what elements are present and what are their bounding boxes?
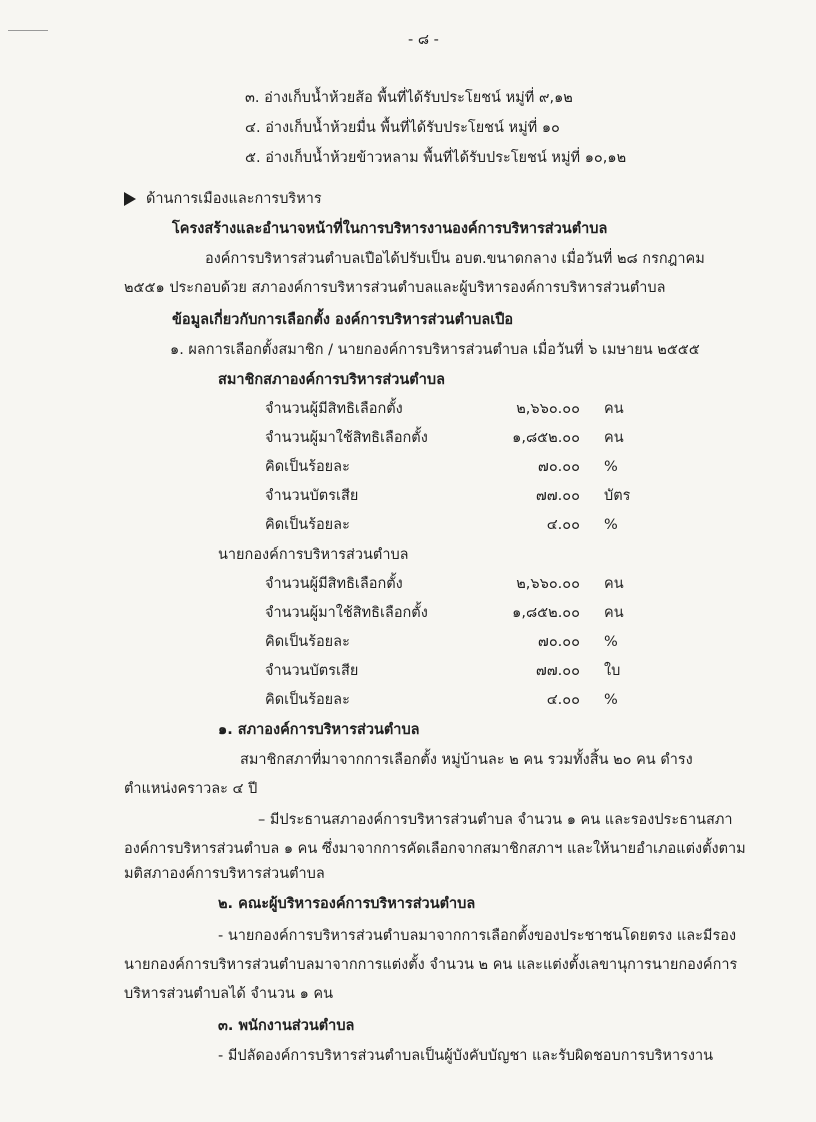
reservoir-item: ๔. อ่างเก็บน้ำห้วยมื่น พื้นที่ได้รับประโยชน์ หมู่ที่ ๑๐	[245, 120, 560, 136]
stat-label: จำนวนผู้มีสิทธิเลือกตั้ง	[265, 401, 403, 417]
stat-label: คิดเป็นร้อยละ	[265, 692, 350, 708]
staff-heading: ๓. พนักงานส่วนตำบล	[218, 1018, 355, 1034]
council-paragraph: ตำแหน่งคราวละ ๔ ปี	[124, 781, 258, 797]
exec-paragraph: นายกองค์การบริหารส่วนตำบลมาจากการแต่งตั้ง จำนวน ๒ คน และแต่งตั้งเลขานุการนายกองค์การ	[124, 957, 738, 973]
stat-unit: บัตร	[604, 488, 631, 504]
stat-unit: %	[604, 692, 618, 708]
stat-value: ๗๐.๐๐	[537, 459, 580, 475]
stat-label: คิดเป็นร้อยละ	[265, 634, 350, 650]
stat-value: ๗๗.๐๐	[535, 663, 580, 679]
stat-label: จำนวนผู้มีสิทธิเลือกตั้ง	[265, 576, 403, 592]
stat-value: ๔.๐๐	[546, 692, 580, 708]
page-number: - ๘ -	[408, 32, 439, 48]
stat-label: คิดเป็นร้อยละ	[265, 517, 350, 533]
section-heading: ด้านการเมืองและการบริหาร	[146, 191, 322, 207]
election-heading: ข้อมูลเกี่ยวกับการเลือกตั้ง องค์การบริหารส่วนตำบลเปือ	[172, 312, 514, 328]
stat-label: จำนวนบัตรเสีย	[265, 488, 359, 504]
stat-value: ๗๗.๐๐	[535, 488, 580, 504]
stat-value: ๑,๘๕๒.๐๐	[512, 430, 580, 446]
stat-value: ๑,๘๕๒.๐๐	[512, 605, 580, 621]
stat-label: จำนวนผู้มาใช้สิทธิเลือกตั้ง	[265, 605, 428, 621]
stat-value: ๔.๐๐	[546, 517, 580, 533]
council-paragraph: – มีประธานสภาองค์การบริหารส่วนตำบล จำนวน ๑ คน และรองประธานสภา	[258, 812, 733, 828]
council-paragraph: สมาชิกสภาที่มาจากการเลือกตั้ง หมู่บ้านละ ๒ คน รวมทั้งสิ้น ๒๐ คน ดำรง	[240, 752, 693, 768]
stat-unit: %	[604, 517, 618, 533]
stat-unit: คน	[604, 401, 624, 417]
stat-value: ๗๐.๐๐	[537, 634, 580, 650]
stat-unit: %	[604, 634, 618, 650]
stat-value: ๒,๖๖๐.๐๐	[516, 401, 580, 417]
mayor-title: นายกองค์การบริหารส่วนตำบล	[218, 547, 409, 563]
council-paragraph: องค์การบริหารส่วนตำบล ๑ คน ซึ่งมาจากการคัดเลือกจากสมาชิกสภาฯ และให้นายอำเภอแต่งตั้งตาม	[124, 841, 746, 857]
stat-label: จำนวนผู้มาใช้สิทธิเลือกตั้ง	[265, 430, 428, 446]
stat-label: คิดเป็นร้อยละ	[265, 459, 350, 475]
exec-paragraph: บริหารส่วนตำบลได้ จำนวน ๑ คน	[124, 986, 333, 1002]
reservoir-item: ๓. อ่างเก็บน้ำห้วยส้อ พื้นที่ได้รับประโยชน์ หมู่ที่ ๙,๑๒	[245, 90, 573, 106]
stat-unit: คน	[604, 576, 624, 592]
structure-heading: โครงสร้างและอำนาจหน้าที่ในการบริหารงานองค์การบริหารส่วนตำบล	[172, 221, 608, 237]
stat-unit: ใบ	[604, 663, 621, 679]
election-line: ๑. ผลการเลือกตั้งสมาชิก / นายกองค์การบริหารส่วนตำบล เมื่อวันที่ ๖ เมษายน ๒๕๕๕	[170, 342, 700, 358]
stat-unit: คน	[604, 430, 624, 446]
arrow-bullet-icon	[124, 192, 136, 206]
council-members-title: สมาชิกสภาองค์การบริหารส่วนตำบล	[218, 372, 445, 388]
council-paragraph: มติสภาองค์การบริหารส่วนตำบล	[124, 866, 325, 882]
scan-mark	[8, 30, 48, 31]
stat-unit: %	[604, 459, 618, 475]
exec-paragraph: - นายกองค์การบริหารส่วนตำบลมาจากการเลือกตั้งของประชาชนโดยตรง และมีรอง	[218, 928, 737, 944]
structure-paragraph: ๒๕๕๑ ประกอบด้วย สภาองค์การบริหารส่วนตำบลและผู้บริหารองค์การบริหารส่วนตำบล	[124, 280, 666, 296]
structure-paragraph: องค์การบริหารส่วนตำบลเปือได้ปรับเป็น อบต.ขนาดกลาง เมื่อวันที่ ๒๘ กรกฎาคม	[205, 251, 705, 267]
council-heading: ๑. สภาองค์การบริหารส่วนตำบล	[218, 722, 420, 738]
reservoir-item: ๕. อ่างเก็บน้ำห้วยข้าวหลาม พื้นที่ได้รับประโยชน์ หมู่ที่ ๑๐,๑๒	[245, 150, 627, 166]
exec-heading: ๒. คณะผู้บริหารองค์การบริหารส่วนตำบล	[218, 896, 476, 912]
stat-value: ๒,๖๖๐.๐๐	[516, 576, 580, 592]
stat-label: จำนวนบัตรเสีย	[265, 663, 359, 679]
stat-unit: คน	[604, 605, 624, 621]
staff-paragraph: - มีปลัดองค์การบริหารส่วนตำบลเป็นผู้บังคับบัญชา และรับผิดชอบการบริหารงาน	[218, 1048, 714, 1064]
